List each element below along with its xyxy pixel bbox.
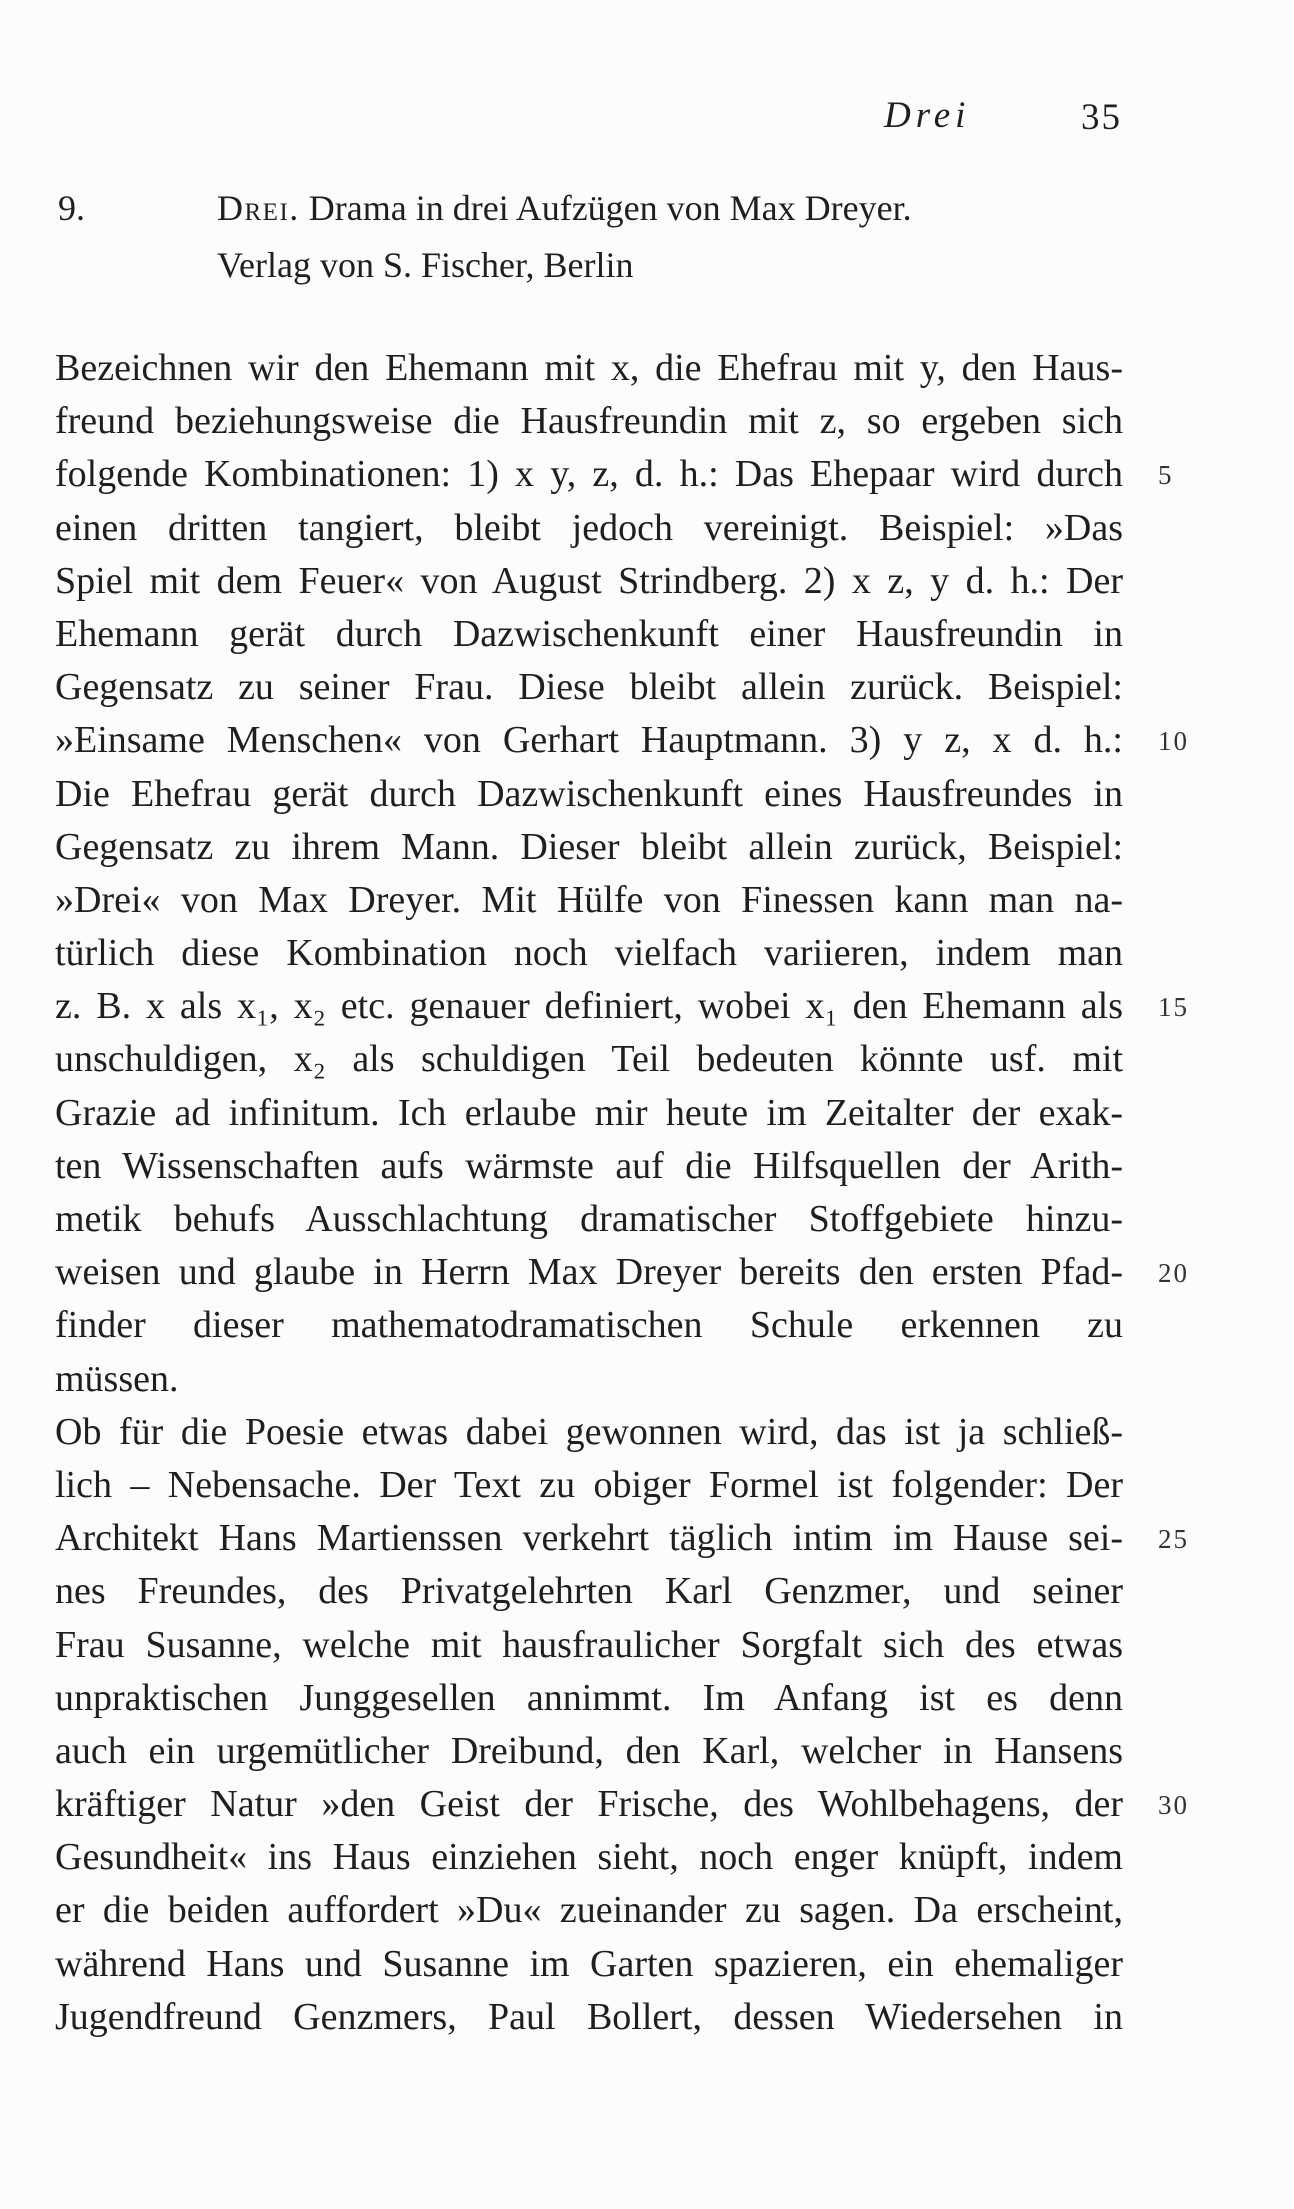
- text-line: [55, 1033, 1123, 1086]
- text-line-content: Ehemann gerät durch Dazwischenkunft einer Hausfreundin in: [55, 612, 1123, 655]
- text-line-content: »Drei« von Max Dreyer. Mit Hülfe von Finessen kann man na-: [55, 878, 1123, 921]
- text-line: [55, 821, 1123, 874]
- text-line: [55, 1406, 1123, 1459]
- text-line: [55, 714, 1189, 767]
- text-line: [55, 1884, 1123, 1937]
- text-line: [55, 1246, 1189, 1299]
- text-line: [55, 342, 1123, 395]
- text-line: [55, 395, 1123, 448]
- text-line: [55, 1619, 1123, 1672]
- entry-number: 9.: [58, 188, 85, 228]
- line-number: 5: [1158, 460, 1174, 491]
- text-line-content: ten Wissenschaften aufs wärmste auf die Hilfsquellen der Arith-: [55, 1144, 1123, 1187]
- text-line: [55, 1512, 1189, 1565]
- text-line-content: freund beziehungsweise die Hausfreundin mit z, so ergeben sich: [55, 400, 1123, 443]
- text-line: [55, 1831, 1123, 1884]
- text-line: [55, 768, 1123, 821]
- text-line: [55, 927, 1123, 980]
- text-line-content: lich – Nebensache. Der Text zu obiger Formel ist folgender: Der: [55, 1463, 1123, 1506]
- text-line-content: Die Ehefrau gerät durch Dazwischenkunft eines Hausfreundes in: [55, 772, 1123, 815]
- text-line-content: Spiel mit dem Feuer« von August Strindberg. 2) x z, y d. h.: Der: [55, 559, 1123, 602]
- running-head: Drei: [884, 95, 971, 136]
- text-line-content: metik behufs Ausschlachtung dramatischer Stoffgebiete hinzu-: [55, 1198, 1123, 1240]
- text-line-content: weisen und glaube in Herrn Max Dreyer bereits den ersten Pfad-: [55, 1251, 1123, 1294]
- entry-subtitle: Verlag von S. Fischer, Berlin: [217, 245, 634, 285]
- text-line: [55, 1353, 1123, 1406]
- line-number: 10: [1158, 726, 1189, 757]
- text-line-content: Bezeichnen wir den Ehemann mit x, die Ehefrau mit y, den Haus-: [55, 347, 1123, 389]
- text-line: [55, 1087, 1123, 1140]
- text-line: [55, 1565, 1123, 1618]
- text-line-content: Architekt Hans Martienssen verkehrt täglich intim im Hause sei-: [55, 1517, 1123, 1560]
- text-line: [55, 1193, 1123, 1246]
- text-line-content: kräftiger Natur »den Geist der Frische, des Wohlbehagens, der: [55, 1783, 1123, 1826]
- text-line: [55, 608, 1123, 661]
- text-line: [55, 980, 1189, 1033]
- text-line-content: folgende Kombinationen: 1) x y, z, d. h.: Das Ehepaar wird durch: [55, 453, 1123, 496]
- text-line: [55, 1725, 1123, 1778]
- text-line-content: unschuldigen, x₂ als schuldigen Teil bedeuten könnte usf. mit: [55, 1038, 1123, 1081]
- text-line-content: Ob für die Poesie etwas dabei gewonnen wird, das ist ja schließ-: [55, 1410, 1123, 1453]
- text-line-content: Gegensatz zu seiner Frau. Diese bleibt allein zurück. Beispiel:: [55, 666, 1123, 709]
- text-line-content: Gegensatz zu ihrem Mann. Dieser bleibt allein zurück, Beispiel:: [55, 825, 1123, 868]
- text-line: [55, 1672, 1123, 1725]
- text-line-content: er die beiden auffordert »Du« zueinander zu sagen. Da erscheint,: [55, 1889, 1123, 1932]
- text-line: [55, 1459, 1123, 1512]
- line-number: 25: [1158, 1524, 1189, 1555]
- text-line-content: während Hans und Susanne im Garten spazieren, ein ehemaliger: [55, 1942, 1123, 1985]
- text-line: [55, 1140, 1123, 1193]
- text-line: [55, 874, 1123, 927]
- line-number: 30: [1158, 1790, 1189, 1821]
- text-line-content: Jugendfreund Genzmers, Paul Bollert, dessen Wiedersehen in: [55, 1995, 1123, 2038]
- text-line-content: einen dritten tangiert, bleibt jedoch vereinigt. Beispiel: »Das: [55, 506, 1123, 549]
- text-line-content: Grazie ad infinitum. Ich erlaube mir heute im Zeitalter der exak-: [55, 1091, 1123, 1134]
- text-line-content: müssen.: [55, 1357, 179, 1400]
- text-line-content: unpraktischen Junggesellen annimmt. Im Anfang ist es denn: [55, 1676, 1123, 1719]
- text-line-content: Frau Susanne, welche mit hausfraulicher Sorgfalt sich des etwas: [55, 1623, 1123, 1666]
- text-line: [55, 502, 1123, 555]
- entry-heading: [217, 180, 1147, 294]
- text-line-content: türlich diese Kombination noch vielfach variieren, indem man: [55, 932, 1123, 975]
- text-line-content: z. B. x als x₁, x₂ etc. genauer definiert, wobei x₁ den Ehemann als: [55, 985, 1123, 1028]
- text-line-content: nes Freundes, des Privatgelehrten Karl Genzmer, und seiner: [55, 1570, 1123, 1613]
- entry-title: [217, 180, 1147, 237]
- text-line: [55, 1299, 1123, 1352]
- review-text: [55, 342, 1189, 2044]
- text-line: [55, 1991, 1123, 2044]
- text-line-content: finder dieser mathematodramatischen Schule erkennen zu: [55, 1304, 1123, 1347]
- entry-title-rest: Drama in drei Aufzügen von Max Dreyer.: [308, 188, 912, 228]
- page-number: 35: [1081, 97, 1122, 138]
- text-line-content: Gesundheit« ins Haus einziehen sieht, noch enger knüpft, indem: [55, 1836, 1123, 1879]
- text-line: [55, 555, 1123, 608]
- text-line-content: »Einsame Menschen« von Gerhart Hauptmann. 3) y z, x d. h.:: [55, 719, 1123, 762]
- text-line: [55, 661, 1123, 714]
- entry-title-work: Drei.: [217, 188, 300, 228]
- line-number: 15: [1158, 992, 1189, 1023]
- text-line: [55, 448, 1174, 501]
- text-line-content: auch ein urgemütlicher Dreibund, den Karl, welcher in Hansens: [55, 1729, 1123, 1772]
- text-line: [55, 1778, 1189, 1831]
- line-number: 20: [1158, 1258, 1189, 1289]
- text-line: [55, 1938, 1123, 1991]
